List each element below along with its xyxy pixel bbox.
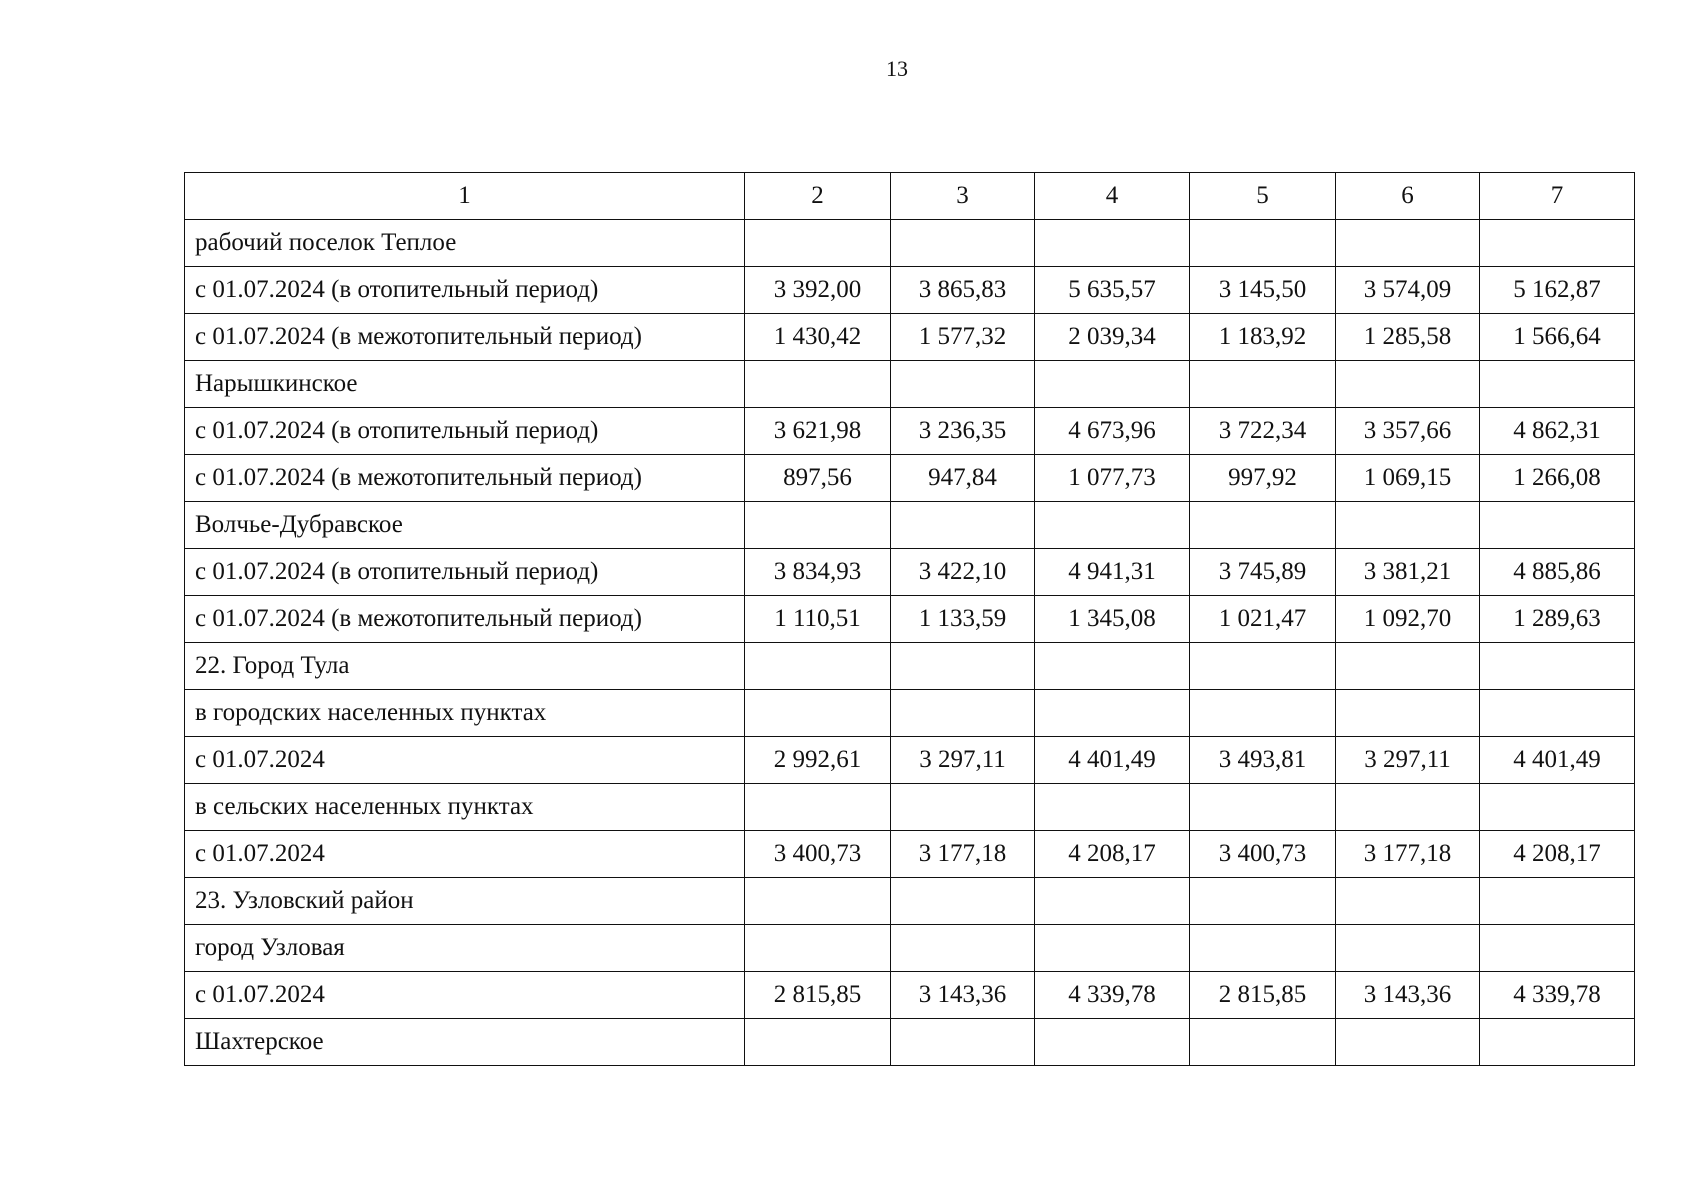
column-header-7: 7: [1480, 173, 1635, 220]
value-cell-col-5: [1190, 925, 1336, 972]
value-cell-col-2: [745, 643, 891, 690]
value-cell-col-6: [1336, 878, 1480, 925]
value-cell-col-2: [745, 361, 891, 408]
value-cell-col-5: 997,92: [1190, 455, 1336, 502]
row-label-cell: 22. Город Тула: [185, 643, 745, 690]
table-row: [185, 220, 1635, 267]
value-cell-col-2: [745, 878, 891, 925]
value-cell-col-6: 1 069,15: [1336, 455, 1480, 502]
value-cell-col-3: [891, 361, 1035, 408]
value-cell-col-4: 2 039,34: [1035, 314, 1190, 361]
table-row: [185, 1019, 1635, 1066]
table-row: [185, 549, 1635, 596]
value-cell-col-5: 3 400,73: [1190, 831, 1336, 878]
value-cell-col-6: [1336, 361, 1480, 408]
value-cell-col-7: 4 339,78: [1480, 972, 1635, 1019]
table-row: [185, 408, 1635, 455]
value-cell-col-3: 3 865,83: [891, 267, 1035, 314]
row-label-cell: Шахтерское: [185, 1019, 745, 1066]
value-cell-col-4: [1035, 643, 1190, 690]
value-cell-col-7: [1480, 502, 1635, 549]
row-label-cell: с 01.07.2024 (в межотопительный период): [185, 455, 745, 502]
value-cell-col-7: 1 566,64: [1480, 314, 1635, 361]
value-cell-col-7: [1480, 220, 1635, 267]
value-cell-col-4: 4 941,31: [1035, 549, 1190, 596]
value-cell-col-6: [1336, 220, 1480, 267]
value-cell-col-3: [891, 690, 1035, 737]
row-label-cell: с 01.07.2024: [185, 831, 745, 878]
row-label-cell: 23. Узловский район: [185, 878, 745, 925]
value-cell-col-2: [745, 220, 891, 267]
column-header-1: 1: [185, 173, 745, 220]
value-cell-col-2: [745, 502, 891, 549]
value-cell-col-5: 2 815,85: [1190, 972, 1336, 1019]
value-cell-col-4: [1035, 361, 1190, 408]
value-cell-col-7: 1 289,63: [1480, 596, 1635, 643]
value-cell-col-4: 4 208,17: [1035, 831, 1190, 878]
value-cell-col-2: 3 834,93: [745, 549, 891, 596]
value-cell-col-3: 1 133,59: [891, 596, 1035, 643]
table-row: [185, 502, 1635, 549]
value-cell-col-2: [745, 784, 891, 831]
table-header-row: [185, 173, 1635, 220]
table-row: [185, 314, 1635, 361]
value-cell-col-4: [1035, 220, 1190, 267]
row-label-cell: в городских населенных пунктах: [185, 690, 745, 737]
value-cell-col-5: [1190, 502, 1336, 549]
value-cell-col-7: [1480, 1019, 1635, 1066]
table-row: [185, 972, 1635, 1019]
column-header-3: 3: [891, 173, 1035, 220]
value-cell-col-4: [1035, 690, 1190, 737]
value-cell-col-4: 4 673,96: [1035, 408, 1190, 455]
column-header-4: 4: [1035, 173, 1190, 220]
value-cell-col-2: 2 815,85: [745, 972, 891, 1019]
tariff-table: [184, 172, 1635, 1066]
value-cell-col-6: [1336, 502, 1480, 549]
value-cell-col-3: 947,84: [891, 455, 1035, 502]
table-row: [185, 643, 1635, 690]
value-cell-col-4: [1035, 925, 1190, 972]
value-cell-col-4: [1035, 784, 1190, 831]
value-cell-col-5: 3 145,50: [1190, 267, 1336, 314]
value-cell-col-7: 5 162,87: [1480, 267, 1635, 314]
value-cell-col-4: 4 339,78: [1035, 972, 1190, 1019]
value-cell-col-5: [1190, 220, 1336, 267]
table-row: [185, 455, 1635, 502]
value-cell-col-6: [1336, 784, 1480, 831]
value-cell-col-3: [891, 643, 1035, 690]
value-cell-col-6: 3 574,09: [1336, 267, 1480, 314]
value-cell-col-3: 3 177,18: [891, 831, 1035, 878]
value-cell-col-7: [1480, 643, 1635, 690]
value-cell-col-7: 4 208,17: [1480, 831, 1635, 878]
value-cell-col-3: 3 422,10: [891, 549, 1035, 596]
value-cell-col-7: 1 266,08: [1480, 455, 1635, 502]
value-cell-col-7: 4 885,86: [1480, 549, 1635, 596]
value-cell-col-5: [1190, 1019, 1336, 1066]
row-label-cell: с 01.07.2024: [185, 737, 745, 784]
row-label-cell: Волчье-Дубравское: [185, 502, 745, 549]
value-cell-col-2: 3 621,98: [745, 408, 891, 455]
value-cell-col-5: [1190, 784, 1336, 831]
value-cell-col-3: 1 577,32: [891, 314, 1035, 361]
value-cell-col-2: [745, 1019, 891, 1066]
value-cell-col-6: [1336, 690, 1480, 737]
value-cell-col-5: [1190, 643, 1336, 690]
value-cell-col-2: [745, 690, 891, 737]
value-cell-col-2: 3 392,00: [745, 267, 891, 314]
value-cell-col-6: 3 357,66: [1336, 408, 1480, 455]
value-cell-col-2: 897,56: [745, 455, 891, 502]
value-cell-col-4: [1035, 502, 1190, 549]
value-cell-col-4: [1035, 878, 1190, 925]
value-cell-col-3: [891, 220, 1035, 267]
value-cell-col-7: [1480, 784, 1635, 831]
value-cell-col-6: [1336, 925, 1480, 972]
value-cell-col-4: 1 345,08: [1035, 596, 1190, 643]
value-cell-col-5: [1190, 690, 1336, 737]
value-cell-col-3: 3 143,36: [891, 972, 1035, 1019]
value-cell-col-3: [891, 1019, 1035, 1066]
value-cell-col-5: 3 722,34: [1190, 408, 1336, 455]
table-row: [185, 831, 1635, 878]
value-cell-col-2: 1 430,42: [745, 314, 891, 361]
value-cell-col-2: [745, 925, 891, 972]
table-row: [185, 361, 1635, 408]
table-body: [185, 220, 1635, 1066]
value-cell-col-4: 1 077,73: [1035, 455, 1190, 502]
row-label-cell: в сельских населенных пунктах: [185, 784, 745, 831]
value-cell-col-4: [1035, 1019, 1190, 1066]
row-label-cell: с 01.07.2024 (в межотопительный период): [185, 596, 745, 643]
value-cell-col-7: [1480, 878, 1635, 925]
value-cell-col-7: [1480, 690, 1635, 737]
value-cell-col-5: 1 183,92: [1190, 314, 1336, 361]
value-cell-col-5: [1190, 361, 1336, 408]
table-row: [185, 737, 1635, 784]
value-cell-col-5: [1190, 878, 1336, 925]
value-cell-col-3: 3 236,35: [891, 408, 1035, 455]
page-number: 13: [886, 56, 908, 81]
value-cell-col-6: [1336, 1019, 1480, 1066]
row-label-cell: с 01.07.2024 (в отопительный период): [185, 549, 745, 596]
row-label-cell: с 01.07.2024 (в межотопительный период): [185, 314, 745, 361]
value-cell-col-4: 4 401,49: [1035, 737, 1190, 784]
column-header-5: 5: [1190, 173, 1336, 220]
value-cell-col-6: [1336, 643, 1480, 690]
value-cell-col-2: 3 400,73: [745, 831, 891, 878]
value-cell-col-2: 1 110,51: [745, 596, 891, 643]
value-cell-col-4: 5 635,57: [1035, 267, 1190, 314]
row-label-cell: с 01.07.2024 (в отопительный период): [185, 267, 745, 314]
value-cell-col-7: 4 401,49: [1480, 737, 1635, 784]
row-label-cell: город Узловая: [185, 925, 745, 972]
value-cell-col-7: [1480, 361, 1635, 408]
value-cell-col-3: [891, 925, 1035, 972]
value-cell-col-6: 3 177,18: [1336, 831, 1480, 878]
table-row: [185, 596, 1635, 643]
table-row: [185, 784, 1635, 831]
row-label-cell: с 01.07.2024: [185, 972, 745, 1019]
value-cell-col-6: 1 092,70: [1336, 596, 1480, 643]
value-cell-col-6: 3 381,21: [1336, 549, 1480, 596]
value-cell-col-6: 1 285,58: [1336, 314, 1480, 361]
value-cell-col-2: 2 992,61: [745, 737, 891, 784]
value-cell-col-3: [891, 502, 1035, 549]
column-header-2: 2: [745, 173, 891, 220]
table-row: [185, 690, 1635, 737]
value-cell-col-3: 3 297,11: [891, 737, 1035, 784]
column-header-6: 6: [1336, 173, 1480, 220]
value-cell-col-5: 1 021,47: [1190, 596, 1336, 643]
row-label-cell: с 01.07.2024 (в отопительный период): [185, 408, 745, 455]
value-cell-col-6: 3 143,36: [1336, 972, 1480, 1019]
value-cell-col-7: 4 862,31: [1480, 408, 1635, 455]
value-cell-col-5: 3 745,89: [1190, 549, 1336, 596]
value-cell-col-6: 3 297,11: [1336, 737, 1480, 784]
table-row: [185, 925, 1635, 972]
row-label-cell: рабочий поселок Теплое: [185, 220, 745, 267]
value-cell-col-5: 3 493,81: [1190, 737, 1336, 784]
table-row: [185, 267, 1635, 314]
value-cell-col-7: [1480, 925, 1635, 972]
value-cell-col-3: [891, 878, 1035, 925]
value-cell-col-3: [891, 784, 1035, 831]
row-label-cell: Нарышкинское: [185, 361, 745, 408]
table-row: [185, 878, 1635, 925]
